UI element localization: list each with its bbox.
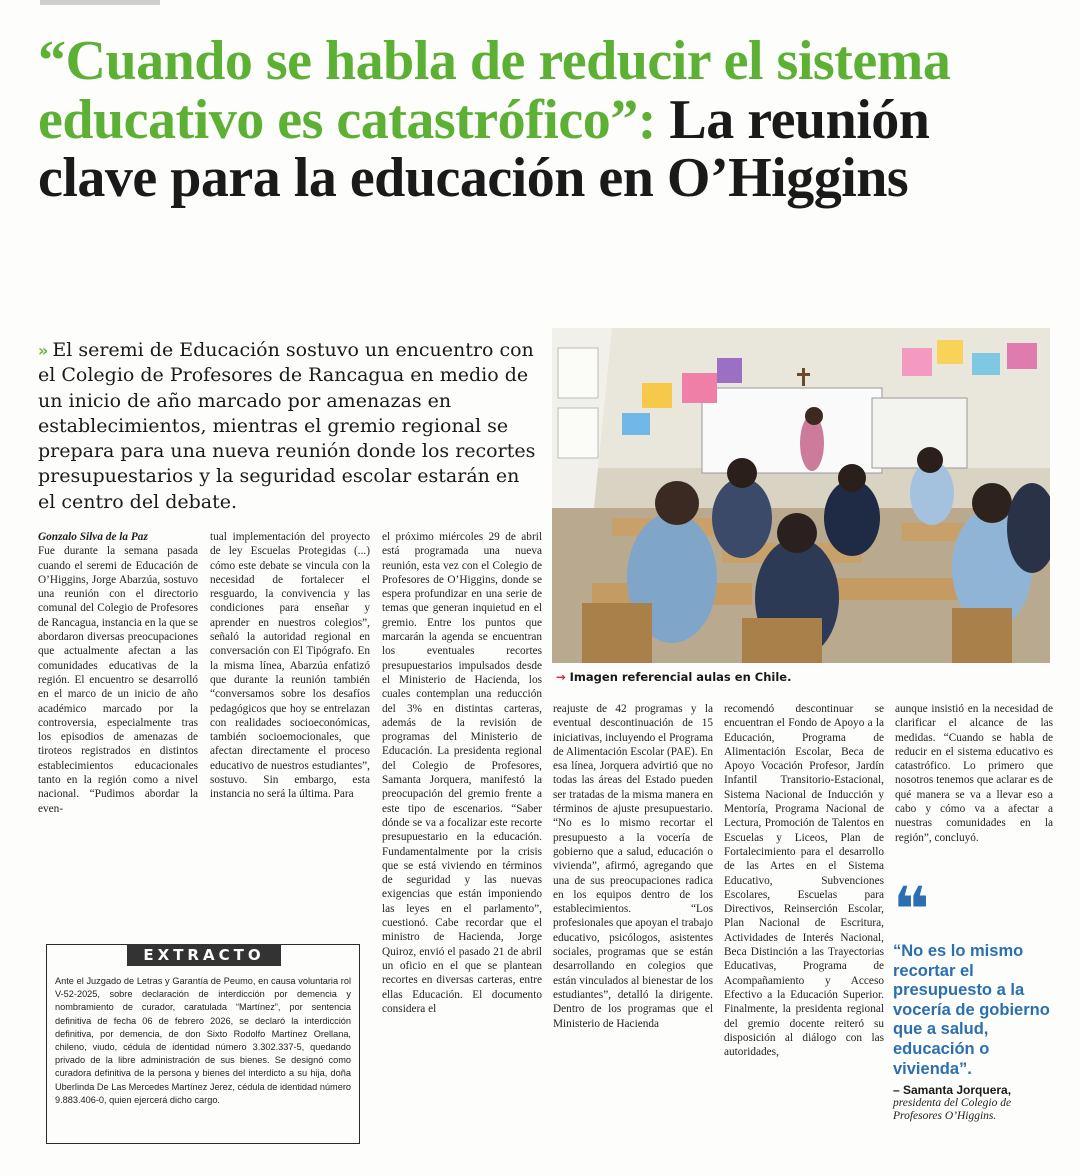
lead-marker: »	[38, 341, 49, 360]
classroom-photo	[552, 328, 1050, 663]
legal-notice-box	[46, 944, 360, 1144]
column-5-text: recomendó descontinuar se encuentran el Fondo de Apoyo a la Educación, Programa de Alimentación Escolar, Beca de Apoyo Vocación Profesor, Jardín Infantil Transitorio-Estacional, Sistema Nacional de Inducción y Mentoría, Programa Nacional de Lectura, Promoción de Talentos en Escuelas y Liceos, Plan de Fortalecimiento para el desarrollo de las Artes en el Sistema Educativo, Subvenciones Escolares, Escuelas para Directivos, Reinserción Escolar, Plan Nacional de Escritura, Actividades de Interés Nacional, Beca Distinción a las Trayectorias Educativas, Programa de Acompañamiento y Acceso Efectivo a la Educación Superior. Finalmente, la presidenta regional del gremio docente reiteró su disposición al diálogo con las autoridades,	[724, 703, 884, 1059]
pull-quote	[893, 873, 1053, 1123]
article-column-5	[724, 702, 884, 1059]
legal-notice-text: Ante el Juzgado de Letras y Garantía de Peumo, en causa voluntaria rol V-52-2025, sobre declaración de interdicción por demencia y nombramiento de curador, caratulada “Martínez”, por sentencia definitiva de fecha 06 de febrero 2026, se declaró la interdicción definitiva, por demencia, de don Sixto Rodolfo Martínez Orellana, chileno, viudo, cédula de identidad número 3.302.337-5, quedando privado de la libre administración de sus bienes. Se designó como curadora definitiva de la persona y bienes del interdicto a su hija, doña Uberlinda De Las Mercedes Martínez Jerez, cédula de identidad número 9.883.406-0, quien ejercerá dicho cargo.	[55, 976, 351, 1105]
headline-quote: “Cuando se habla de reducir el sistema educativo es catastrófico”:	[38, 30, 951, 151]
byline: Gonzalo Silva de la Paz	[38, 531, 148, 543]
photo-caption	[556, 670, 1036, 684]
caption-text: Imagen referencial aulas en Chile.	[569, 670, 792, 684]
pull-quote-text: “No es lo mismo recortar el presupuesto a la vocería de gobierno que a salud, educación o vivienda”.	[893, 942, 1050, 1078]
article-column-2	[210, 530, 370, 802]
article-column-4	[553, 702, 713, 1031]
column-1-text: Fue durante la semana pasada cuando el seremi de Educación de O’Higgins, Jorge Abarzúa, sostuvo una reunión con el directorio comunal del Colegio de Profesores de Rancagua, instancia en la que se abordaron diversas preocupaciones que actualmente afectan a las comunidades educativas de la región. El encuentro se desarrolló en el marco de un inicio de año académico marcado por la controversia, especialmente tras los episodios de amenazas de tiroteos registrados en distintos establecimientos educacionales tanto en la región como a nivel nacional. “Pudimos abordar la even-	[38, 545, 198, 815]
caption-arrow-icon: →	[556, 670, 566, 684]
legal-notice-title: EXTRACTO	[127, 944, 281, 966]
top-rule	[40, 0, 160, 5]
headline	[38, 32, 1048, 208]
classroom-illustration	[552, 328, 1050, 663]
article-column-1	[38, 530, 198, 816]
article-column-3	[382, 530, 542, 1016]
column-3-text: el próximo miércoles 29 de abril está programada una nueva reunión, esta vez con el Colegio de Profesores de O’Higgins, donde se espera profundizar en una serie de temas que generan inquietud en el gremio. Entre los puntos que marcarán la agenda se encuentran los eventuales recortes presupuestarios impulsados desde el Ministerio de Hacienda, los cuales contemplan una reducción del 3% en distintas carteras, además de la revisión de programas del Ministerio de Educación. La presidenta regional del Colegio de Profesores, Samanta Jorquera, manifestó la preocupación del gremio frente a este tipo de escenarios. “Saber dónde se va a focalizar este recorte presupuestario en la educación. Fundamentalmente por la crisis que se está viviendo en términos de seguridad y las nuevas exigencias que están imponiendo las leyes en el parlamento”, cuestionó. Cabe recordar que el ministro de Hacienda, Jorge Quiroz, envió el pasado 21 de abril un oficio en el que se plantean recortes en diversas carteras, entre ellas Educación. El documento considera el	[382, 531, 542, 1015]
pull-quote-author: – Samanta Jorquera,	[893, 1083, 1012, 1098]
column-6-text: aunque insistió en la necesidad de clarificar el alcance de las medidas. “Cuando se habla de reducir en el sistema educativo es catastrófico. Lo primero que nosotros tenemos que aclarar es de qué manera se va a llevar eso a cabo y cómo va a afectar a nuestras comunidades en la región”, concluyó.	[895, 703, 1053, 844]
lead-text: El seremi de Educación sostuvo un encuentro con el Colegio de Profesores de Rancagua en medio de un inicio de año marcado por amenazas en establecimientos, mientras el gremio regional se prepara para una nueva reunión donde los recortes presupuestarios y la seguridad escolar estarán en el centro del debate.	[38, 339, 536, 513]
quote-mark-icon: ❝	[893, 873, 930, 946]
article-column-6	[895, 702, 1053, 845]
column-2-text: tual implementación del proyecto de ley Escuelas Protegidas (...) cómo este debate se vincula con la necesidad de fortalecer el resguardo, la convivencia y las condiciones para enseñar y aprender en nuestros colegios”, señaló la autoridad regional en conversación con El Tipógrafo. En la misma línea, Abarzúa enfatizó que durante la reunión también “conversamos sobre los desafíos pedagógicos que hoy se entrelazan con realidades socioeconómicas, también socioemocionales, que afectan directamente el proceso educativo de nuestros estudiantes”, sostuvo. Sin embargo, esta instancia no será la última. Para	[210, 531, 370, 801]
headline-title: La reunión clave para la educación en O’Higgins	[38, 88, 930, 210]
column-4-text: reajuste de 42 programas y la eventual descontinuación de 15 iniciativas, incluyendo el Programa de Alimentación Escolar (PAE). En esa línea, Jorquera advirtió que no todas las áreas del Estado pueden ser tratadas de la misma manera en términos de ajuste presupuestario. “No es lo mismo recortar el presupuesto a la vocería de gobierno que a salud, educación o vivienda”, afirmó, agregando que una de sus preocupaciones radica en los equipos dentro de los establecimientos. “Los profesionales que apoyan el trabajo educativo, psicólogos, asistentes sociales, programas que se están desarrollando en colegios que están vinculados al bienestar de los estudiantes”, detalló la dirigente. Dentro de los programas que el Ministerio de Hacienda	[553, 703, 713, 1030]
lead-paragraph	[38, 338, 538, 515]
pull-quote-role: presidenta del Colegio de Profesores O’Higgins.	[893, 1097, 1012, 1123]
